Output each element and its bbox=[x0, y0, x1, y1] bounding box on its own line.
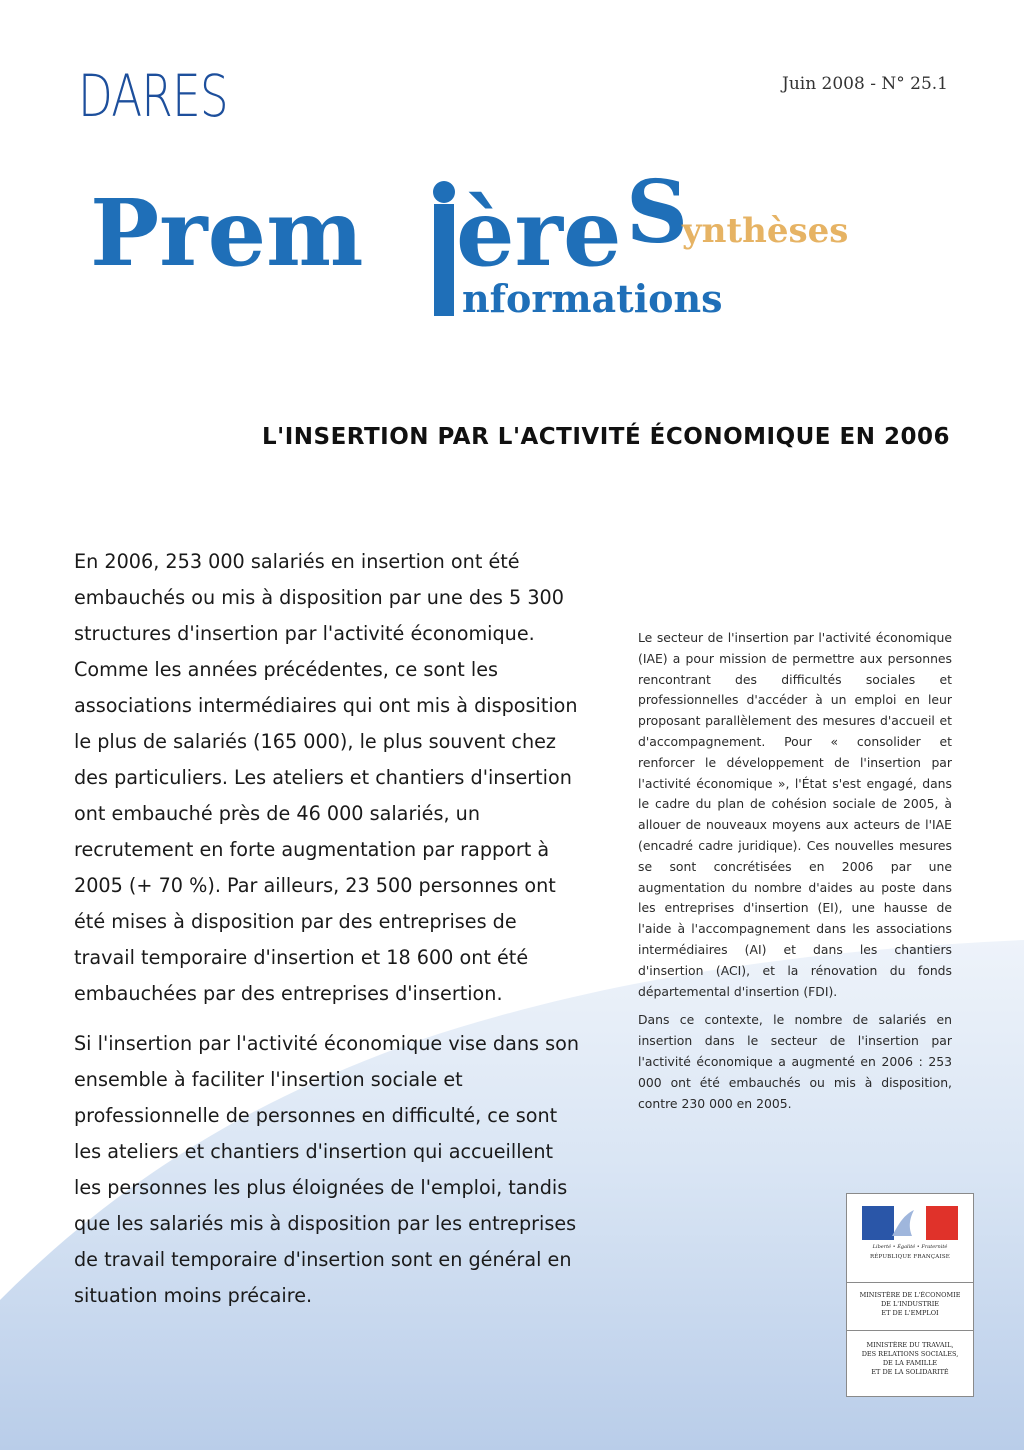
ministry-labour-line: MINISTÈRE DU TRAVAIL, bbox=[866, 1341, 954, 1349]
ministry-labour-line: DE LA FAMILLE bbox=[882, 1359, 938, 1367]
ministry-economy-line: MINISTÈRE DE L'ÉCONOMIE bbox=[859, 1291, 961, 1299]
publication-logo bbox=[90, 170, 970, 340]
logo-i-stem bbox=[434, 204, 454, 316]
logo-ere: ère bbox=[456, 179, 622, 287]
issue-date: Juin 2008 - N° 25.1 bbox=[782, 74, 948, 94]
ministry-labour-line: ET DE LA SOLIDARITÉ bbox=[871, 1368, 949, 1376]
motto: Liberté • Égalité • Fraternité bbox=[872, 1244, 948, 1250]
page-title: L'INSERTION PAR L'ACTIVITÉ ÉCONOMIQUE EN 2006 bbox=[262, 424, 950, 450]
tricolor-flag-icon bbox=[862, 1206, 958, 1240]
government-logo-box bbox=[846, 1193, 974, 1397]
logo-nformations: nformations bbox=[462, 276, 723, 321]
sidebar-paragraph-1: Le secteur de l'insertion par l'activité économique (IAE) a pour mission de permettre aux personnes rencontrant des difficultés sociales et professionnelles d'accéder à un emploi en leur proposant parallèlement des mesures d'accueil et d'accompagnement. Pour « consolider et renforcer le développement de l'insertion par l'activité économique », l'État s'est engagé, dans le cadre du plan de cohésion sociale de 2005, à allouer de nouveaux moyens aux acteurs de l'IAE (encadré cadre juridique). Ces nouvelles mesures se sont concrétisées en 2006 par une augmentation du nombre d'aides au poste dans les entreprises d'insertion (EI), une hausse de l'aide à l'accompagnement dans les associations intermédiaires (AI) et dans les chantiers d'insertion (ACI), et la rénovation du fonds départemental d'insertion (FDI). bbox=[638, 630, 952, 999]
ministry-labour bbox=[847, 1331, 973, 1377]
sidebar-paragraph-2: Dans ce contexte, le nombre de salariés en insertion dans le secteur de l'insertion par l'activité économique a augmenté en 2006 : 253 000 ont été embauchés ou mis à disposition, contre 230 000 en 2005. bbox=[638, 1012, 952, 1111]
lead-text bbox=[74, 544, 579, 1328]
ministry-economy-line: ET DE L'EMPLOI bbox=[881, 1309, 939, 1317]
logo-i-dot bbox=[433, 181, 455, 203]
sidebar-text bbox=[638, 628, 952, 1122]
lead-paragraph-2: Si l'insertion par l'activité économique vise dans son ensemble à faciliter l'insertion sociale et professionnelle de personnes en difficulté, ce sont les ateliers et chantiers d'insertion qui accueillent les personnes les plus éloignées de l'emploi, tandis que les salariés mis à disposition par les entreprises de travail temporaire d'insertion sont en général en situation moins précaire. bbox=[74, 1032, 579, 1307]
logo-yntheses: ynthèses bbox=[682, 211, 849, 251]
ministry-economy bbox=[847, 1283, 973, 1331]
marianne-flag bbox=[847, 1194, 973, 1283]
lead-paragraph-1: En 2006, 253 000 salariés en insertion ont été embauchés ou mis à disposition par une des 5 300 structures d'insertion par l'activité économique. Comme les années précédentes, ce sont les associations intermédiaires qui ont mis à disposition le plus de salariés (165 000), le plus souvent chez des particuliers. Les ateliers et chantiers d'insertion ont embauché près de 46 000 salariés, un recrutement en forte augmentation par rapport à 2005 (+ 70 %). Par ailleurs, 23 500 personnes ont été mises à disposition par des entreprises de travail temporaire d'insertion et 18 600 ont été embauchées par des entreprises d'insertion. bbox=[74, 550, 578, 1005]
dares-wordmark: DARES bbox=[78, 62, 228, 130]
republic-label: RÉPUBLIQUE FRANÇAISE bbox=[869, 1254, 951, 1260]
logo-premi: Prem bbox=[90, 179, 364, 287]
logo-s: S bbox=[626, 170, 689, 263]
ministry-labour-line: DES RELATIONS SOCIALES, bbox=[861, 1350, 959, 1358]
ministry-economy-line: DE L'INDUSTRIE bbox=[880, 1300, 940, 1308]
